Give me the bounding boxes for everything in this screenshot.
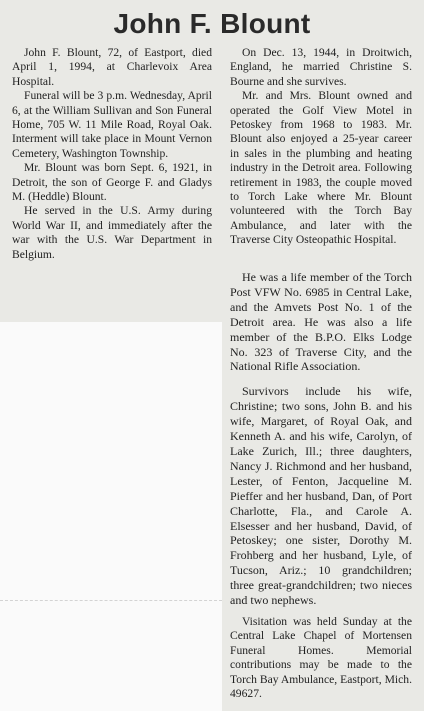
right-column-bottom [230, 615, 412, 701]
paragraph: Funeral will be 3 p.m. Wednesday, April 6, at the William Sullivan and Son Funeral Home, 705 W. 11 Mile Road, Royal Oak. Interment will take place in Mount Vernon Cemetery, Washington Township. [12, 89, 212, 160]
paragraph: He served in the U.S. Army during World War II, and immediately after the war with the U.S. War Department in Belgium. [12, 204, 212, 261]
left-column [12, 46, 212, 262]
paragraph: Mr. Blount was born Sept. 6, 1921, in Detroit, the son of George F. and Gladys M. (Heddle) Blount. [12, 161, 212, 204]
obituary-heading: John F. Blount [113, 8, 311, 39]
right-column-middle [230, 270, 412, 608]
paragraph: Survivors include his wife, Christine; two sons, John B. and his wife, Margaret, of Royal Oak, and Kenneth A. and his wife, Carolyn, of Lake Zurich, Ill.; three daughters, Nancy J. Richmond and her husband, Lester, of Fenton, Jacqueline M. Pieffer and her husband, Dan, of Port Charlotte, Fla., and Carole A. Elsesser and her husband, David, of Petoskey; one sister, Dorothy M. Frohberg and her husband, Lyle, of Tucson, Ariz.; 10 grandchildren; three great-grandchildren; two nieces and two nephews. [230, 384, 412, 608]
paragraph: He was a life member of the Torch Post VFW No. 6985 in Central Lake, and the Amvets Post No. 1 of the Detroit area. He was also a life member of the B.P.O. Elks Lodge No. 323 of Traverse City, and the National Rifle Association. [230, 270, 412, 374]
paragraph: Mr. and Mrs. Blount owned and operated the Golf View Motel in Petoskey from 1968 to 1983. Mr. Blount also enjoyed a 25-year career in sales in the plumbing and heating industry in the Detroit area. Following retirement in 1983, the couple moved to Torch Lake where Mr. Blount volunteered with the Torch Bay Ambulance, and later with the Traverse City Osteopathic Hospital. [230, 89, 412, 247]
right-column-top [230, 46, 412, 248]
paragraph: John F. Blount, 72, of Eastport, died April 1, 1994, at Charlevoix Area Hospital. [12, 46, 212, 88]
fold-line [0, 600, 222, 602]
paragraph-gap [230, 374, 412, 384]
paragraph: On Dec. 13, 1944, in Droitwich, England, he married Christine S. Bourne and she survives. [230, 46, 412, 88]
blank-paper-area [0, 322, 222, 711]
paragraph: Visitation was held Sunday at the Central Lake Chapel of Mortensen Funeral Homes. Memorial contributions may be made to the Torch Bay Ambulance, Eastport, Mich. 49627. [230, 615, 412, 701]
